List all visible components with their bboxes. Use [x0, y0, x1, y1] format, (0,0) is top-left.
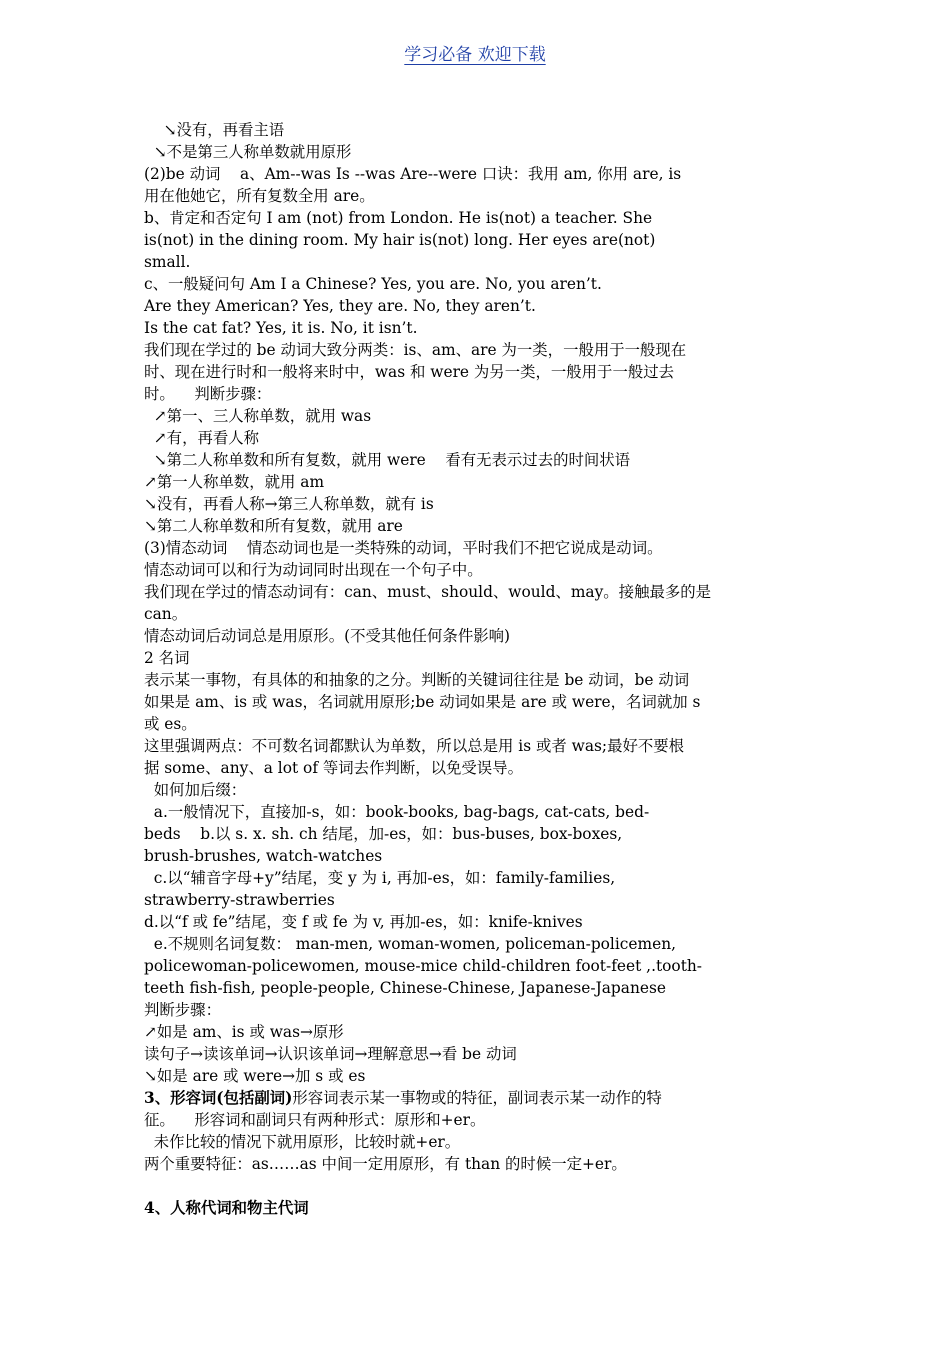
line-text: 这里强调两点：不可数名词都默认为单数，所以总是用 is 或者 was;最好不要根	[144, 737, 685, 755]
text-line	[144, 911, 816, 933]
line-text: 征。 形容词和副词只有两种形式：原形和+er。	[144, 1111, 486, 1129]
line-text: 判断步骤：	[144, 1001, 221, 1019]
line-text: d.以“f 或 fe”结尾，变 f 或 fe 为 v, 再加-es，如：knife-knives	[144, 913, 583, 931]
text-line	[144, 625, 816, 647]
line-text: 如果是 am、is 或 was，名词就用原形;be 动词如果是 are 或 were，名词就加 s	[144, 693, 701, 711]
line-text: c、一般疑问句 Am I a Chinese? Yes, you are. No, you aren’t.	[144, 275, 602, 293]
text-line	[144, 713, 816, 735]
line-text: brush-brushes, watch-watches	[144, 847, 383, 865]
line-text: 或 es。	[144, 715, 197, 733]
line-text: 我们现在学过的 be 动词大致分两类：is、am、are 为一类，一般用于一般现在	[144, 341, 687, 359]
line-text: ↘第二人称单数和所有复数，就用 were 看有无表示过去的时间状语	[144, 451, 631, 469]
text-line	[144, 229, 816, 251]
section-heading: 4、人称代词和物主代词	[144, 1199, 309, 1217]
text-line	[144, 1153, 816, 1175]
text-line	[144, 1131, 816, 1153]
line-text: 情态动词后动词总是用原形。(不受其他任何条件影响)	[144, 627, 510, 645]
text-line	[144, 603, 816, 625]
text-line	[144, 119, 816, 141]
line-text: small.	[144, 253, 191, 271]
line-text: (3)情态动词 情态动词也是一类特殊的动词，平时我们不把它说成是动词。	[144, 539, 663, 557]
text-line	[144, 427, 816, 449]
line-text: ↘不是第三人称单数就用原形	[144, 143, 352, 161]
line-text: can。	[144, 605, 188, 623]
text-line	[144, 779, 816, 801]
text-line	[144, 1087, 816, 1109]
line-text: 如何加后缀：	[144, 781, 247, 799]
text-line	[144, 163, 816, 185]
text-line	[144, 801, 816, 823]
page-header: 学习必备 欢迎下载	[404, 45, 546, 65]
line-text: 未作比较的情况下就用原形，比较时就+er。	[144, 1133, 461, 1151]
blank-line	[144, 1175, 816, 1197]
line-text: policewoman-policewomen, mouse-mice child-children foot-feet ,.tooth-	[144, 957, 702, 975]
line-text: ↘第二人称单数和所有复数，就用 are	[144, 517, 403, 535]
line-text: 时。 判断步骤：	[144, 385, 272, 403]
line-text: ↗有，再看人称	[144, 429, 260, 447]
text-line	[144, 691, 816, 713]
line-text: 2 名词	[144, 649, 190, 667]
text-line	[144, 559, 816, 581]
text-line	[144, 515, 816, 537]
text-line	[144, 933, 816, 955]
line-text: ↗第一、三人称单数，就用 was	[144, 407, 372, 425]
text-line	[144, 823, 816, 845]
text-line	[144, 251, 816, 273]
text-line	[144, 845, 816, 867]
text-line	[144, 273, 816, 295]
section-heading: 3、形容词(包括副词)	[144, 1089, 293, 1107]
text-line	[144, 405, 816, 427]
line-text: 形容词表示某一事物或的特征，副词表示某一动作的特	[292, 1089, 662, 1107]
line-text: c.以“辅音字母+y”结尾，变 y 为 i, 再加-es，如：family-families,	[144, 869, 616, 887]
text-line	[144, 207, 816, 229]
line-text: 我们现在学过的情态动词有：can、must、should、would、may。接触最多的是	[144, 583, 712, 601]
line-text: ↗如是 am、is 或 was→原形	[144, 1023, 344, 1041]
line-text: is(not) in the dining room. My hair is(not) long. Her eyes are(not)	[144, 231, 656, 249]
text-line	[144, 141, 816, 163]
line-text: e.不规则名词复数： man-men, woman-women, policeman-policemen,	[144, 935, 677, 953]
text-line	[144, 383, 816, 405]
text-line	[144, 669, 816, 691]
text-line	[144, 295, 816, 317]
line-text: teeth fish-fish, people-people, Chinese-Chinese, Japanese-Japanese	[144, 979, 666, 997]
text-line	[144, 493, 816, 515]
line-text: Is the cat fat? Yes, it is. No, it isn’t.	[144, 319, 418, 337]
text-line	[144, 1197, 816, 1219]
line-text: strawberry-strawberries	[144, 891, 335, 909]
line-text: ↗第一人称单数，就用 am	[144, 473, 325, 491]
line-text: ↘如是 are 或 were→加 s 或 es	[144, 1067, 366, 1085]
line-text: ↘没有，再看人称→第三人称单数，就有 is	[144, 495, 434, 513]
text-line	[144, 999, 816, 1021]
text-line	[144, 757, 816, 779]
text-line	[144, 955, 816, 977]
line-text: ↘没有，再看主语	[144, 121, 285, 139]
text-line	[144, 735, 816, 757]
line-text: (2)be 动词 a、Am--was Is --was Are--were 口诀：我用 am, 你用 are, is	[144, 165, 682, 183]
line-text: 用在他她它，所有复数全用 are。	[144, 187, 375, 205]
text-line	[144, 647, 816, 669]
text-line	[144, 449, 816, 471]
text-line	[144, 867, 816, 889]
line-text: 两个重要特征：as……as 中间一定用原形，有 than 的时候一定+er。	[144, 1155, 627, 1173]
line-text: 时、现在进行时和一般将来时中，was 和 were 为另一类，一般用于一般过去	[144, 363, 675, 381]
text-line	[144, 977, 816, 999]
text-line	[144, 889, 816, 911]
line-text: b、肯定和否定句 I am (not) from London. He is(not) a teacher. She	[144, 209, 653, 227]
line-text: 表示某一事物，有具体的和抽象的之分。判断的关键词往往是 be 动词，be 动词	[144, 671, 690, 689]
text-line	[144, 1065, 816, 1087]
text-line	[144, 361, 816, 383]
text-line	[144, 185, 816, 207]
line-text: beds b.以 s. x. sh. ch 结尾，加-es，如：bus-buses, box-boxes,	[144, 825, 623, 843]
text-line	[144, 1021, 816, 1043]
line-text: a.一般情况下，直接加-s，如：book-books, bag-bags, cat-cats, bed-	[144, 803, 650, 821]
text-line	[144, 537, 816, 559]
text-line	[144, 581, 816, 603]
text-line	[144, 1043, 816, 1065]
line-text: 据 some、any、a lot of 等词去作判断，以免受误导。	[144, 759, 523, 777]
line-text: 情态动词可以和行为动词同时出现在一个句子中。	[144, 561, 483, 579]
text-line	[144, 471, 816, 493]
text-line	[144, 339, 816, 361]
text-line	[144, 317, 816, 339]
text-line	[144, 1109, 816, 1131]
document-body	[144, 119, 816, 1219]
line-text: 读句子→读该单词→认识该单词→理解意思→看 be 动词	[144, 1045, 517, 1063]
line-text: Are they American? Yes, they are. No, they aren’t.	[144, 297, 536, 315]
